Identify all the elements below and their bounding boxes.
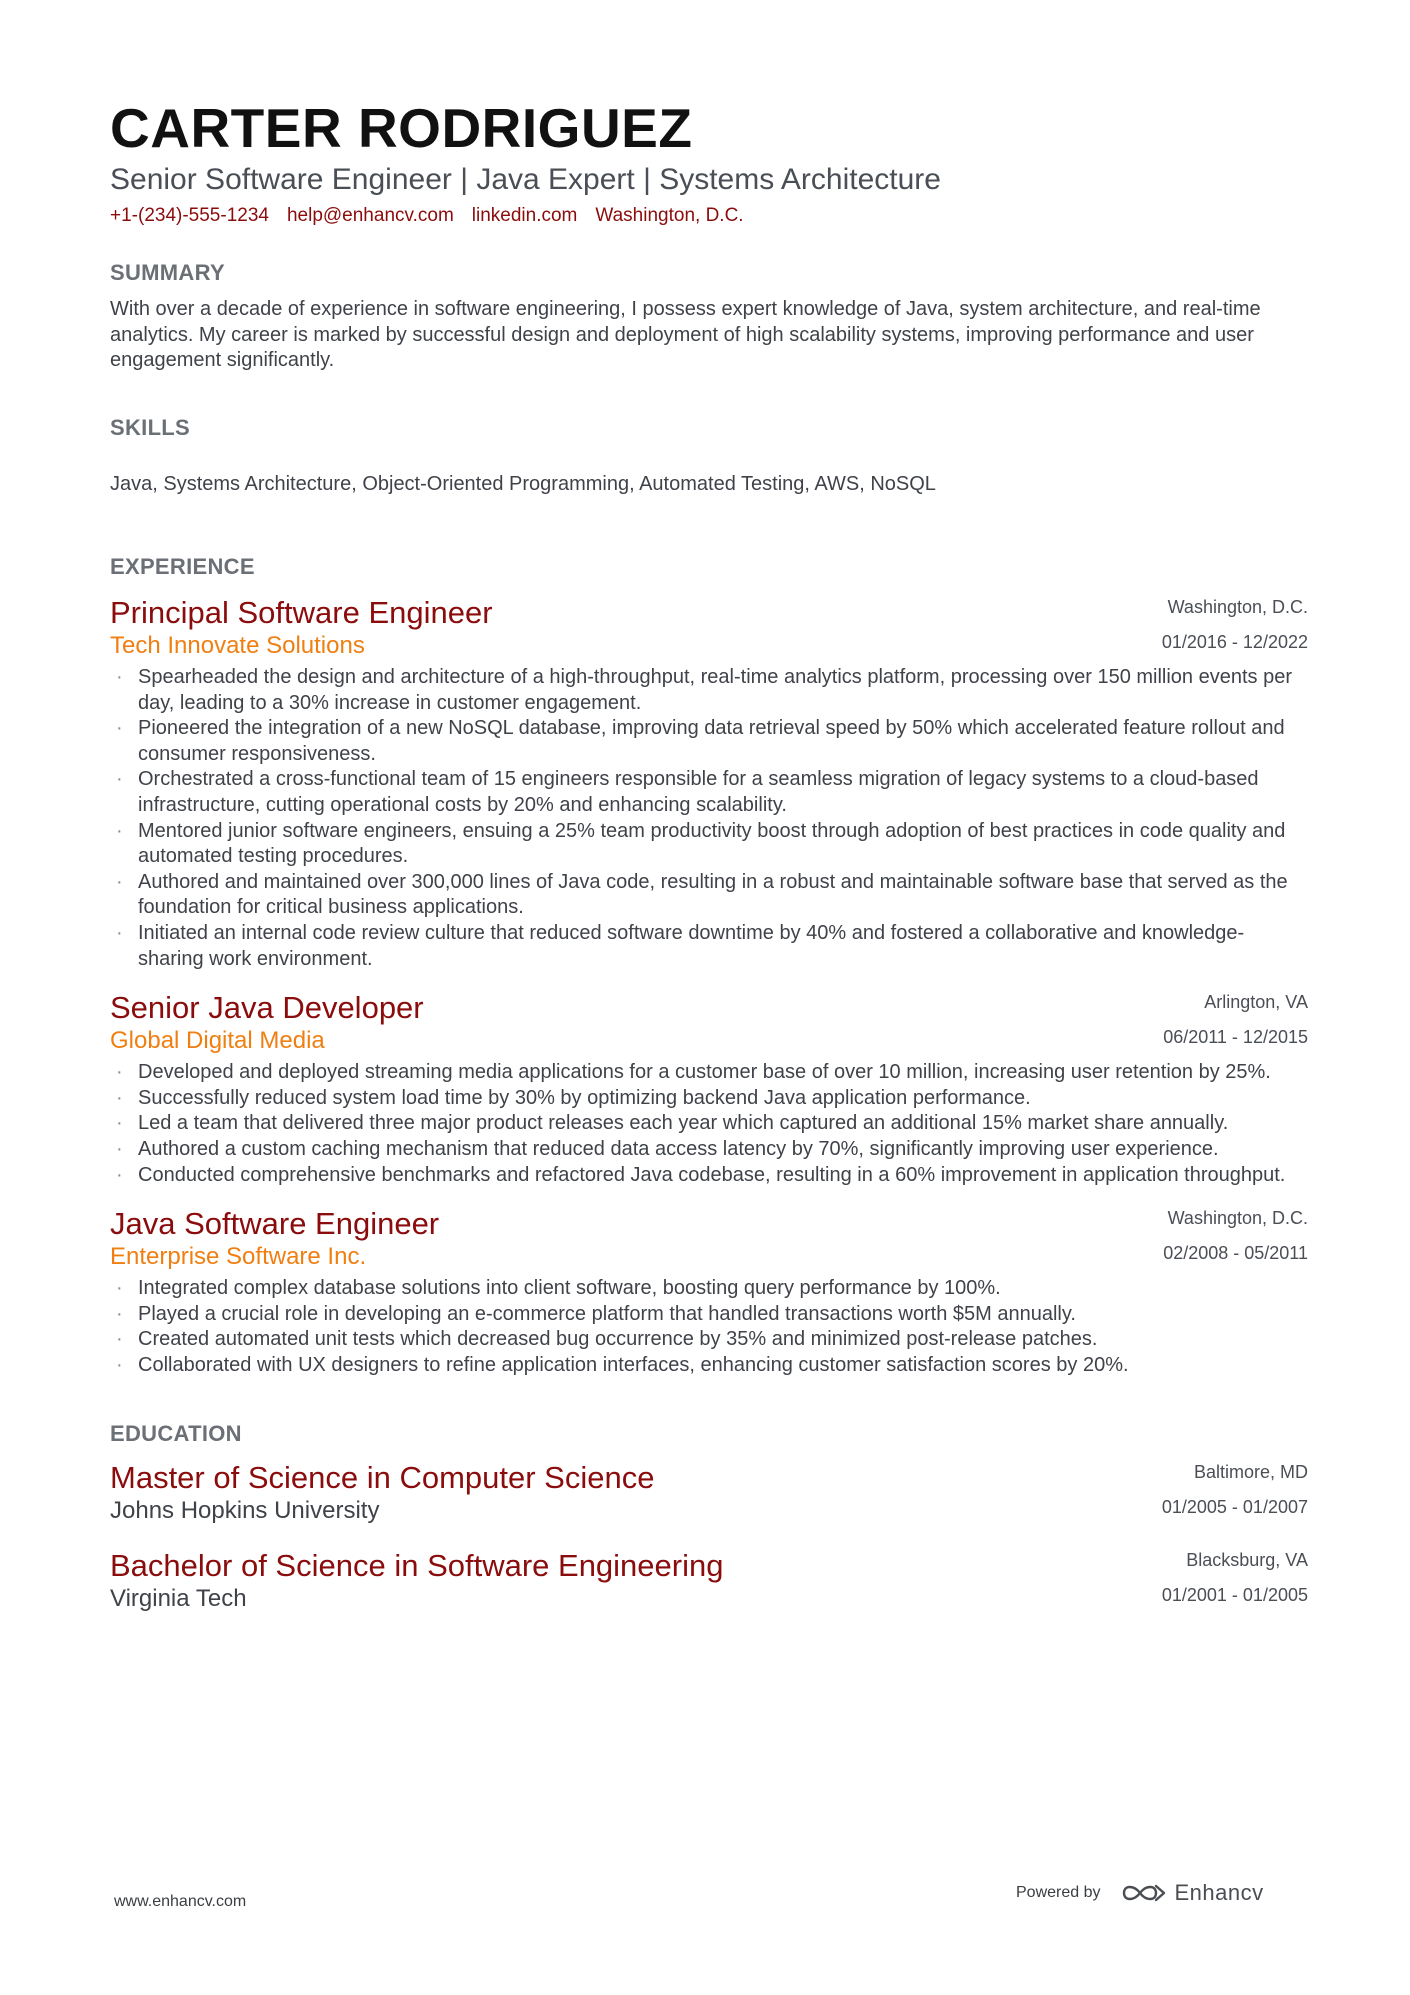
contact-email[interactable]: help@enhancv.com <box>286 205 454 226</box>
bullet-item: · Authored a custom caching mechanism that reduced data access latency by 70%, significantly improving user experience. <box>110 1137 1308 1163</box>
job-dates: 06/2011 - 12/2015 <box>1163 1027 1308 1048</box>
experience-title: EXPERIENCE <box>110 554 255 579</box>
job-bullets <box>110 1276 1308 1378</box>
contact-linkedin[interactable]: linkedin.com <box>471 205 578 226</box>
resume-content <box>110 96 1308 1618</box>
education-entry <box>110 1548 1308 1618</box>
education-dates: 01/2005 - 01/2007 <box>1161 1497 1308 1518</box>
job-dates: 01/2016 - 12/2022 <box>1161 632 1308 652</box>
job-dates: 02/2008 - 05/2011 <box>1163 1243 1308 1264</box>
education-school: Johns Hopkins University <box>110 1497 380 1525</box>
summary-text: With over a decade of experience in software engineering, I possess expert knowledge of Java, system architecture, and real-time analytics. My career is marked by successful design and deployment of high scalability systems, improving performance and user engagement significantly. <box>110 298 1261 371</box>
job-company: Tech Innovate Solutions <box>110 632 365 659</box>
job-entry <box>110 1206 1308 1378</box>
bullet-item: · Played a crucial role in developing an e-commerce platform that handled transactions worth $5M annually. <box>110 1302 1308 1328</box>
powered-by-label: Powered by <box>1016 1884 1101 1901</box>
skills-title: SKILLS <box>110 414 191 440</box>
summary-title: SUMMARY <box>110 260 225 285</box>
bullet-item: · Integrated complex database solutions into client software, boosting query performance by 100%. <box>110 1276 1308 1302</box>
skills-text: Java, Systems Architecture, Object-Oriented Programming, Automated Testing, AWS, NoSQL <box>110 472 936 495</box>
job-entry <box>110 990 1308 1188</box>
brand-name: Enhancv <box>1174 1880 1264 1905</box>
skills-section <box>110 414 1308 498</box>
bullet-item: · Conducted comprehensive benchmarks and refactored Java codebase, resulting in a 60% improvement in application throughput. <box>110 1163 1308 1189</box>
candidate-headline: Senior Software Engineer | Java Expert | Systems Architecture <box>110 163 941 196</box>
contact-location: Washington, D.C. <box>595 205 744 226</box>
resume-header <box>110 96 1308 229</box>
job-role: Senior Java Developer <box>110 990 424 1026</box>
brand-logo[interactable] <box>1121 1880 1264 1906</box>
bullet-item: · Authored and maintained over 300,000 lines of Java code, resulting in a robust and maintainable software base that served as the foundation for critical business applications. <box>110 870 1308 921</box>
contact-info <box>110 203 1308 229</box>
bullet-item: · Collaborated with UX designers to refine application interfaces, enhancing customer satisfaction scores by 20%. <box>110 1353 1308 1379</box>
footer-branding <box>1016 1880 1264 1906</box>
education-location: Baltimore, MD <box>1193 1462 1308 1483</box>
job-header <box>110 595 1308 661</box>
bullet-item: · Created automated unit tests which decreased bug occurrence by 35% and minimized post-release patches. <box>110 1327 1308 1353</box>
summary-section <box>110 259 1308 374</box>
footer-website[interactable]: www.enhancv.com <box>114 1893 247 1910</box>
education-location: Blacksburg, VA <box>1186 1550 1308 1571</box>
candidate-name: CARTER RODRIGUEZ <box>110 97 693 159</box>
job-bullets <box>110 665 1308 972</box>
education-degree: Master of Science in Computer Science <box>110 1460 655 1496</box>
bullet-item: · Initiated an internal code review culture that reduced software downtime by 40% and fostered a collaborative and knowledge-sharing work environment. <box>110 921 1308 972</box>
bullet-item: · Spearheaded the design and architecture of a high-throughput, real-time analytics platform, processing over 150 million events per day, leading to a 30% increase in customer engagement. <box>110 665 1308 716</box>
education-school: Virginia Tech <box>110 1585 247 1613</box>
bullet-item: · Orchestrated a cross-functional team of 15 engineers responsible for a seamless migration of legacy systems to a cloud-based infrastructure, cutting operational costs by 20% and enhancing scalability. <box>110 767 1308 818</box>
education-degree: Bachelor of Science in Software Engineering <box>110 1548 724 1584</box>
bullet-item: · Pioneered the integration of a new NoSQL database, improving data retrieval speed by 50% which accelerated feature rollout and consumer responsiveness. <box>110 716 1308 767</box>
job-company: Global Digital Media <box>110 1027 325 1055</box>
enhancv-logo-icon <box>1121 1880 1167 1906</box>
job-role: Principal Software Engineer <box>110 595 493 630</box>
job-header <box>110 1206 1308 1272</box>
job-header <box>110 990 1308 1056</box>
education-section <box>110 1420 1308 1618</box>
education-title: EDUCATION <box>110 1421 242 1447</box>
contact-phone[interactable]: +1-(234)-555-1234 <box>110 205 269 226</box>
job-entry <box>110 595 1308 972</box>
job-location: Washington, D.C. <box>1167 597 1308 617</box>
bullet-item: · Successfully reduced system load time by 30% by optimizing backend Java application performance. <box>110 1086 1308 1112</box>
experience-section <box>110 553 1308 1378</box>
job-bullets <box>110 1060 1308 1188</box>
job-role: Java Software Engineer <box>110 1206 440 1242</box>
job-company: Enterprise Software Inc. <box>110 1243 367 1271</box>
bullet-item: · Developed and deployed streaming media applications for a customer base of over 10 million, increasing user retention by 25%. <box>110 1060 1308 1086</box>
job-location: Arlington, VA <box>1204 992 1308 1013</box>
bullet-item: · Led a team that delivered three major product releases each year which captured an additional 15% market share annually. <box>110 1111 1308 1137</box>
education-dates: 01/2001 - 01/2005 <box>1161 1585 1308 1606</box>
bullet-item: · Mentored junior software engineers, ensuing a 25% team productivity boost through adoption of best practices in code quality and automated testing procedures. <box>110 819 1308 870</box>
job-location: Washington, D.C. <box>1167 1208 1308 1229</box>
education-entry <box>110 1460 1308 1530</box>
